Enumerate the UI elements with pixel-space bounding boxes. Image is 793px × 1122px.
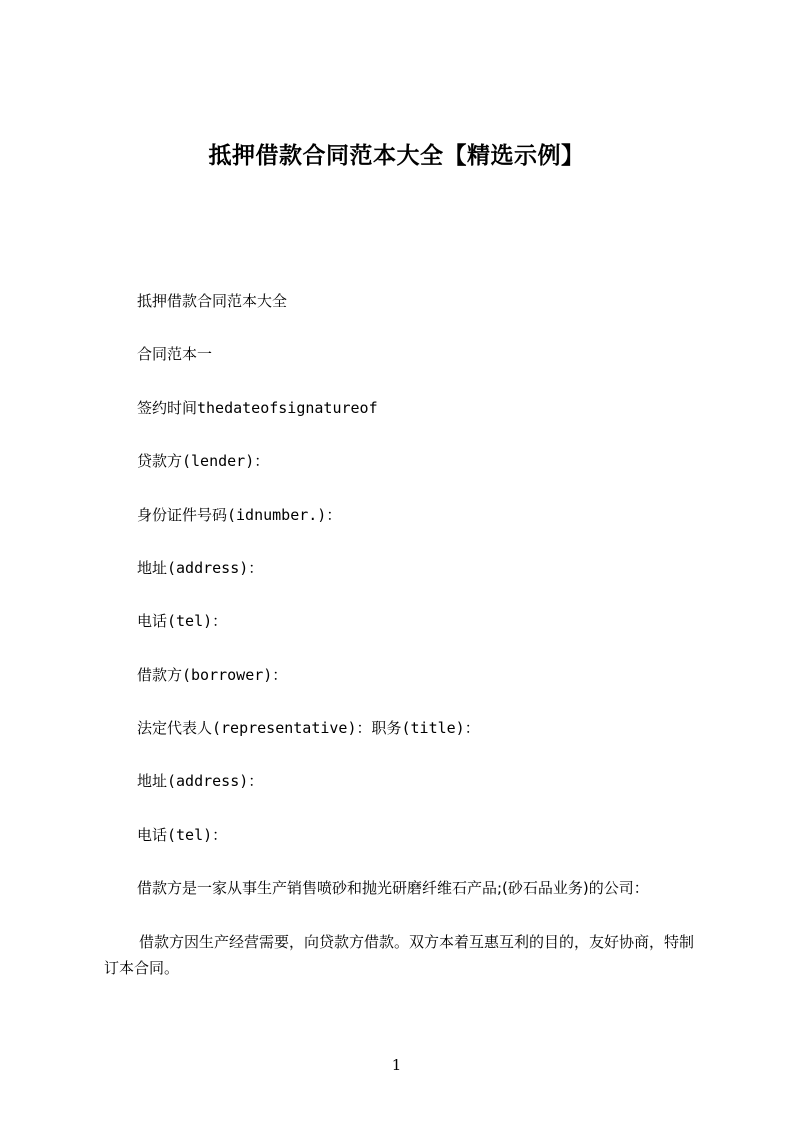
lender-address-line: 地址(address)： (137, 559, 264, 577)
representative-line: 法定代表人(representative)：职务(title)： (137, 719, 480, 737)
borrower-phone-line: 电话(tel)： (137, 826, 228, 844)
section-heading: 抵押借款合同范本大全 (137, 292, 288, 310)
signing-time-line: 签约时间thedateofsignatureof (137, 399, 378, 417)
id-number-line: 身份证件号码(idnumber.)： (137, 506, 342, 524)
contract-sample-heading: 合同范本一 (137, 345, 213, 363)
borrower-address-line: 地址(address)： (137, 772, 264, 790)
document-title: 抵押借款合同范本大全【精选示例】 (208, 143, 585, 169)
borrower-business-line: 借款方是一家从事生产销售喷砂和抛光研磨纤维石产品;(砂石品业务)的公司： (137, 879, 649, 897)
lender-phone-line: 电话(tel)： (137, 612, 228, 630)
purpose-paragraph: 借款方因生产经营需要，向贷款方借款。双方本着互惠互利的目的，友好协商，特制订本合同。 (104, 933, 695, 977)
borrower-line: 借款方(borrower)： (137, 666, 288, 684)
lender-line: 贷款方(lender)： (137, 452, 270, 470)
page-number: 1 (391, 1056, 402, 1074)
